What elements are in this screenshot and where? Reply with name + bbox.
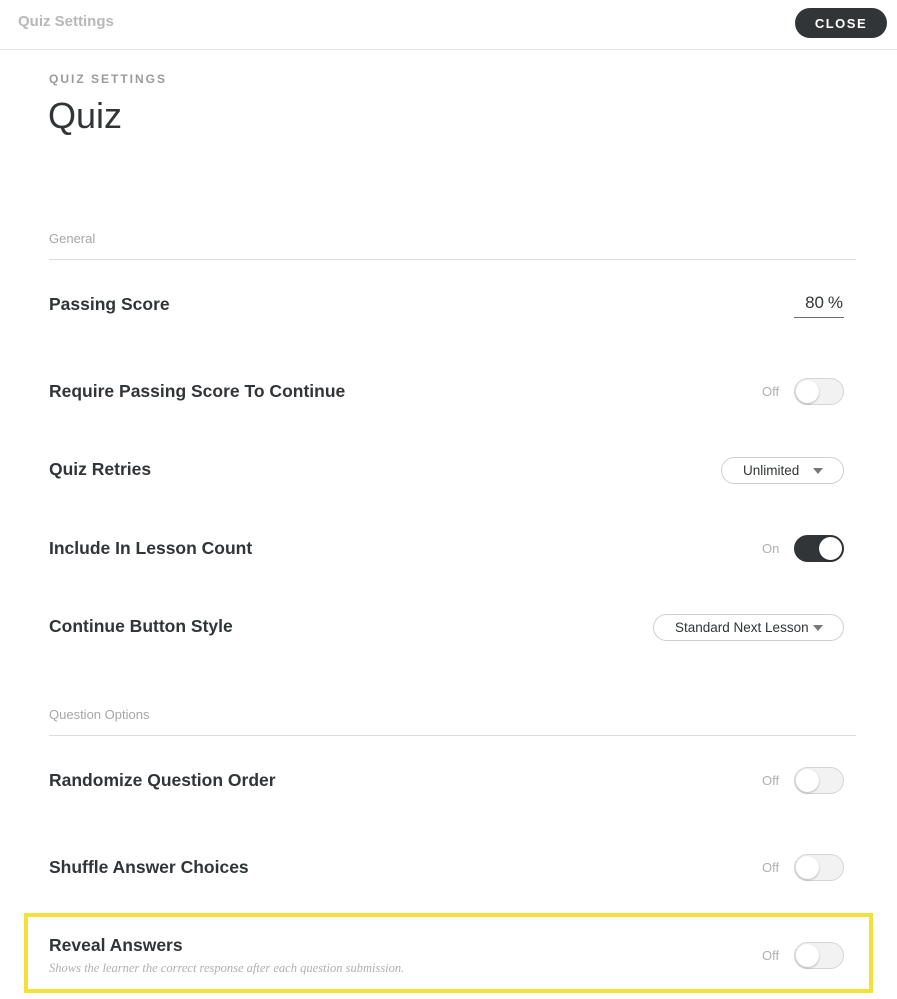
section-divider — [49, 735, 856, 736]
quiz-retries-select[interactable] — [721, 457, 844, 484]
quiz-retries-label: Quiz Retries — [49, 459, 152, 479]
passing-score-value[interactable]: 80 — [805, 293, 824, 312]
reveal-answers-label: Reveal Answers — [49, 935, 183, 955]
reveal-answers-state: Off — [762, 948, 780, 963]
reveal-answers-toggle[interactable] — [794, 942, 844, 969]
toggle-knob — [796, 380, 819, 403]
page-title: Quiz — [48, 95, 123, 136]
top-bar — [0, 0, 897, 50]
section-label-question-options: Question Options — [49, 707, 150, 722]
continue-button-style-select[interactable] — [653, 614, 844, 641]
continue-button-style-value: Standard Next Lesson — [675, 620, 809, 635]
reveal-answers-description: Shows the learner the correct response after each question submission. — [49, 961, 405, 975]
include-lesson-count-label: Include In Lesson Count — [49, 538, 253, 558]
topbar-title: Quiz Settings — [18, 13, 114, 30]
shuffle-choices-toggle[interactable] — [794, 854, 844, 881]
randomize-order-toggle[interactable] — [794, 767, 844, 794]
require-passing-toggle[interactable] — [794, 378, 844, 405]
passing-score-input[interactable] — [794, 293, 844, 318]
toggle-knob — [796, 769, 819, 792]
randomize-order-label: Randomize Question Order — [49, 770, 276, 790]
toggle-knob — [796, 856, 819, 879]
section-label-general: General — [49, 231, 96, 246]
close-button[interactable]: CLOSE — [795, 8, 887, 38]
randomize-order-state: Off — [762, 773, 780, 788]
include-lesson-count-state: On — [762, 541, 780, 556]
caret-down-icon — [813, 468, 823, 474]
caret-down-icon — [813, 625, 823, 631]
percent-unit: % — [827, 293, 843, 312]
shuffle-choices-state: Off — [762, 860, 780, 875]
continue-button-style-label: Continue Button Style — [49, 616, 233, 636]
require-passing-label: Require Passing Score To Continue — [49, 381, 346, 401]
toggle-knob — [819, 537, 842, 560]
section-divider — [49, 259, 856, 260]
shuffle-choices-label: Shuffle Answer Choices — [49, 857, 249, 877]
include-lesson-count-toggle[interactable] — [794, 535, 844, 562]
require-passing-state: Off — [762, 384, 780, 399]
page-eyebrow: QUIZ SETTINGS — [49, 72, 168, 86]
quiz-retries-value: Unlimited — [743, 463, 800, 478]
passing-score-label: Passing Score — [49, 294, 170, 314]
toggle-knob — [796, 944, 819, 967]
